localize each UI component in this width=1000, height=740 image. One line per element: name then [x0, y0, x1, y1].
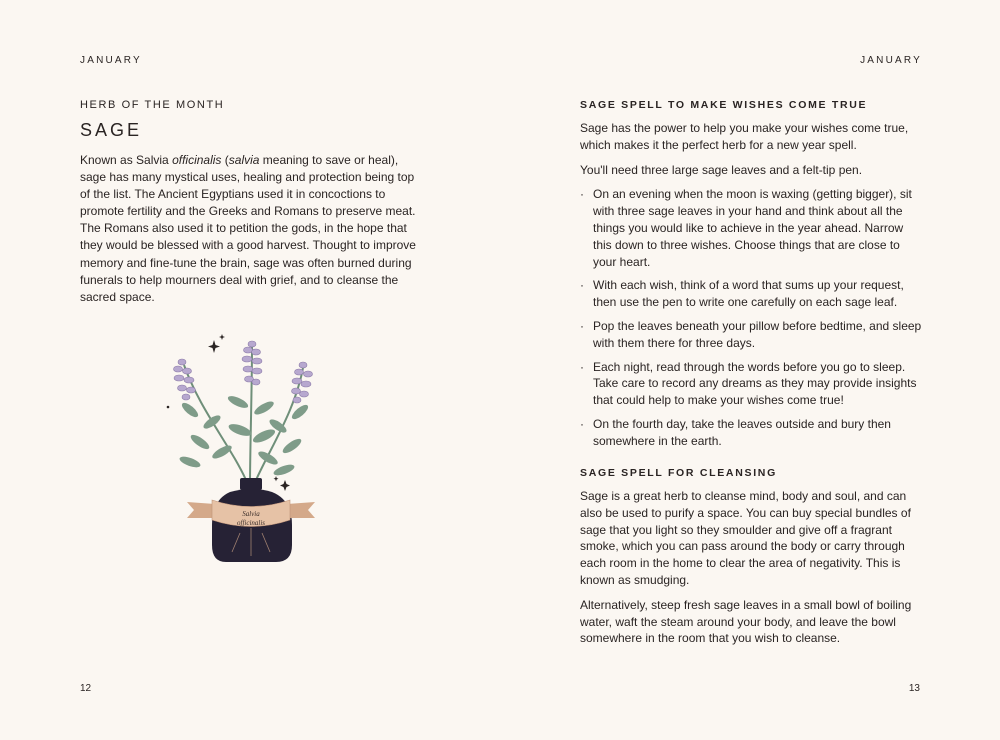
cleansing-spell-section [580, 467, 925, 655]
list-item: · On an evening when the moon is waxing (getting bigger), sit with three sage leaves in your hand and think about all the things you would like to achieve in the year ahead. Narrow this down to three wishes. Choose things that are close to your heart. [580, 187, 912, 269]
list-item: · Each night, read through the words before you go to sleep. Take care to record any dreams as they may provide insights that could help to make your wishes come true! [580, 359, 917, 408]
bullet-icon: · [580, 416, 584, 431]
bullet-icon: · [580, 187, 584, 202]
intro-paragraph: Known as Salvia officinalis (salvia meaning to save or heal), sage has many mystical uses, healing and protection being top of the list. The Ancient Egyptians used it in concoctions to promote fertility and the Greeks and Romans to preserve meat. The Romans also used it to petition the gods, in the hope that they would be blessed with a good harvest. Thought to improve memory and fine-tune the brain, sage was often burned during funerals to help mourners deal with grief, and to cleanse the sacred space. [80, 153, 416, 304]
running-head-left: JANUARY [80, 55, 142, 66]
paragraph: Alternatively, steep fresh sage leaves in a small bowl of boiling water, waft the steam around your body, and leave the bowl somewhere in the room that you wish to cleanse. [580, 597, 912, 646]
paragraph: Sage is a great herb to cleanse mind, body and soul, and can also be used to purify a space. You can buy special bundles of sage that you light so they smoulder and give off a fragrant smoke, which you can pass around the body or carry through each room in the home to clear the area of negativity. This is known as smudging. [580, 489, 911, 587]
sparkle-icon [167, 334, 290, 491]
list-item: · On the fourth day, take the leaves outside and bury then somewhere in the earth. [580, 416, 891, 448]
list-item: · Pop the leaves beneath your pillow before bedtime, and sleep with them there for three days. [580, 318, 922, 350]
running-head-right: JANUARY [860, 55, 922, 66]
section-heading: SAGE SPELL TO MAKE WISHES COME TRUE [580, 99, 868, 111]
bullet-icon: · [580, 359, 584, 374]
sage-bottle-illustration [160, 330, 340, 570]
paragraph: You'll need three large sage leaves and a felt-tip pen. [580, 162, 863, 177]
bullet-icon: · [580, 278, 584, 293]
svg-text:Salvia: Salvia [242, 510, 260, 518]
section-kicker: HERB OF THE MONTH [80, 99, 225, 111]
herb-title: SAGE [80, 120, 143, 140]
right-page [500, 0, 1000, 740]
page-number-left: 12 [80, 683, 92, 694]
wishes-spell-section [580, 99, 925, 457]
list-item: · With each wish, think of a word that sums up your request, then use the pen to write one carefully on each sage leaf. [580, 278, 904, 310]
page-number-right: 13 [908, 683, 920, 694]
section-heading: SAGE SPELL FOR CLEANSING [580, 467, 777, 479]
spell-steps-list [580, 186, 925, 449]
svg-text:officinalis: officinalis [237, 519, 265, 527]
paragraph: Sage has the power to help you make your wishes come true, which makes it the perfect herb for a new year spell. [580, 121, 909, 152]
bullet-icon: · [580, 318, 584, 333]
